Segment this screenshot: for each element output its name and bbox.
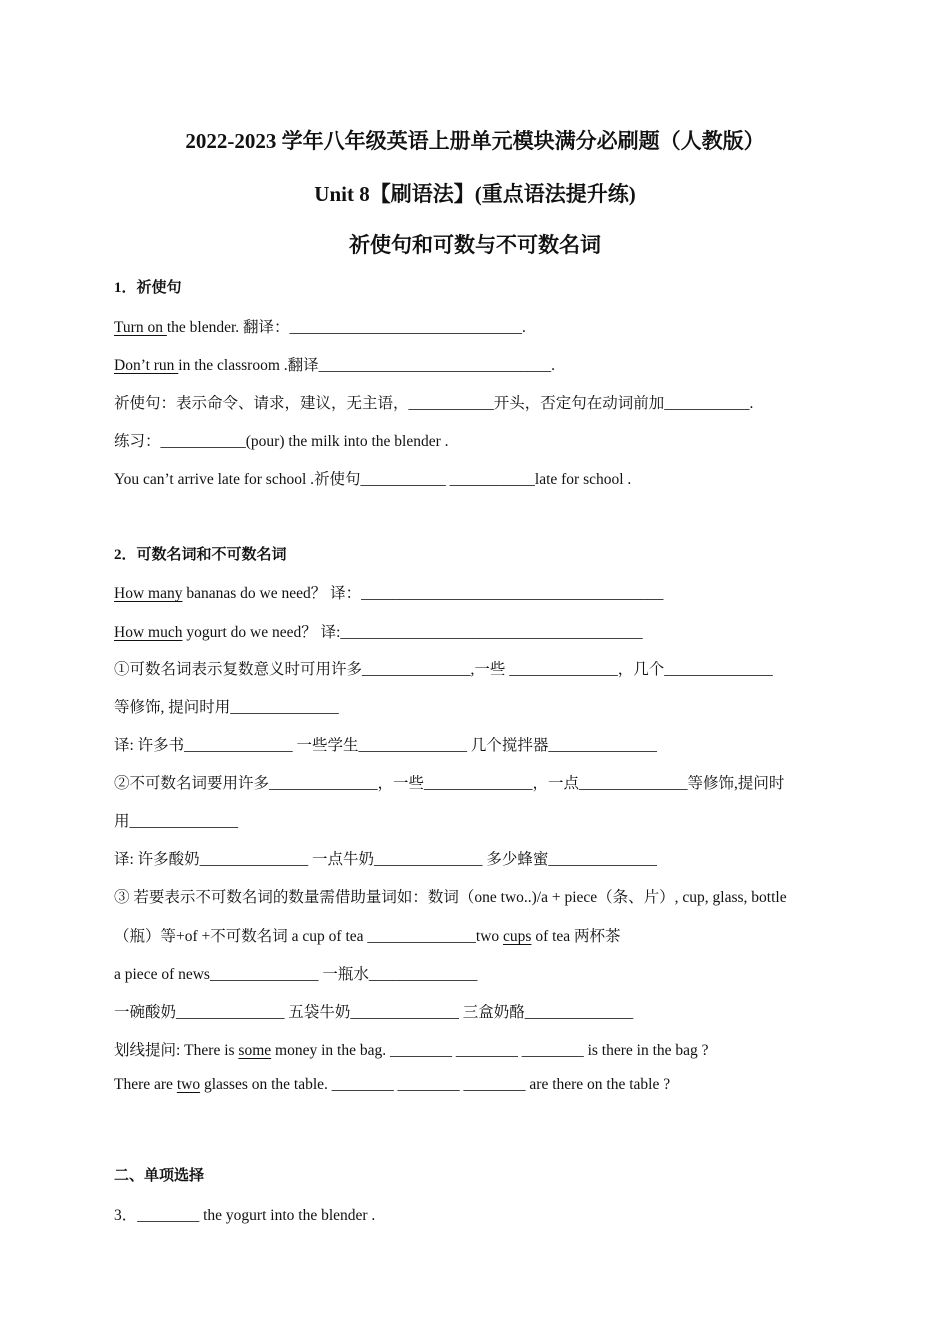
- s2-line-2: [114, 620, 643, 642]
- s2-line-12: 一碗酸奶______________ 五袋牛奶______________ 三盒奶酪______________: [114, 1004, 634, 1021]
- document-title: 2022-2023 学年八年级英语上册单元模块满分必刷题（人教版）: [185, 129, 765, 153]
- underlined-phrase: Don’t run: [114, 357, 179, 374]
- line-text: of tea 两杯茶: [531, 928, 621, 945]
- s2-line-5: 译: 许多书______________ 一些学生______________ 几个搅拌器______________: [114, 737, 657, 754]
- s2-line-9: ③ 若要表示不可数名词的数量需借助量词如：数词（one two..)/a + piece（条、片）, cup, glass, bottle: [114, 889, 787, 906]
- s1-line-1: [114, 315, 526, 337]
- line-text: the blender. 翻译：______________________________.: [166, 319, 526, 336]
- s2-line-14: [114, 1076, 670, 1094]
- s2-line-1: [114, 581, 663, 603]
- underlined-word: cups: [503, 928, 532, 945]
- s2-line-4: 等修饰, 提问时用______________: [114, 699, 339, 716]
- section-2-heading: 2．可数名词和不可数名词: [114, 547, 287, 563]
- line-text: money in the bag. ________ ________ ________ is there in the bag ?: [271, 1042, 709, 1059]
- underlined-phrase: How many: [114, 585, 183, 602]
- s2-line-3: ①可数名词表示复数意义时可用许多______________,一些 ______________，几个______________: [114, 661, 773, 678]
- s2-line-11: a piece of news______________ 一瓶水______________: [114, 966, 478, 983]
- line-text: 划线提问: There is: [114, 1042, 239, 1059]
- line-text: bananas do we need？ 译：_______________________________________: [182, 585, 664, 602]
- question-3: 3．________ the yogurt into the blender .: [114, 1207, 376, 1224]
- line-text: There are: [114, 1076, 177, 1093]
- s1-line-5: You can’t arrive late for school .祈使句___________ ___________late for school .: [114, 471, 632, 488]
- s1-line-4: 练习：___________(pour) the milk into the blender .: [114, 433, 449, 450]
- s2-line-7: 用______________: [114, 813, 239, 830]
- s2-line-10: [114, 924, 621, 946]
- s2-line-8: 译: 许多酸奶______________ 一点牛奶______________ 多少蜂蜜______________: [114, 851, 657, 868]
- underlined-phrase: How much: [114, 624, 183, 641]
- topic-title: 祈使句和可数与不可数名词: [349, 233, 601, 257]
- section-3-heading: 二、单项选择: [114, 1168, 205, 1184]
- underlined-word: some: [238, 1042, 272, 1059]
- s1-line-2: [114, 353, 555, 375]
- line-text: （瓶）等+of +不可数名词 a cup of tea ______________two: [114, 928, 504, 945]
- line-text: in the classroom .翻译______________________________.: [178, 357, 556, 374]
- section-1-heading: 1．祈使句: [114, 280, 182, 296]
- s2-line-13: [114, 1038, 709, 1060]
- underlined-word: two: [176, 1076, 201, 1093]
- line-text: yogurt do we need？ 译:_______________________________________: [182, 624, 643, 641]
- unit-subtitle: Unit 8【刷语法】(重点语法提升练): [314, 182, 636, 206]
- s2-line-6: ②不可数名词要用许多______________，一些______________，一点______________等修饰,提问时: [114, 775, 785, 792]
- s1-line-3: 祈使句：表示命令、请求，建议，无主语，___________开头，否定句在动词前加___________.: [114, 395, 754, 412]
- underlined-phrase: Turn on: [114, 319, 167, 336]
- line-text: glasses on the table. ________ ________ ________ are there on the table ?: [200, 1076, 671, 1093]
